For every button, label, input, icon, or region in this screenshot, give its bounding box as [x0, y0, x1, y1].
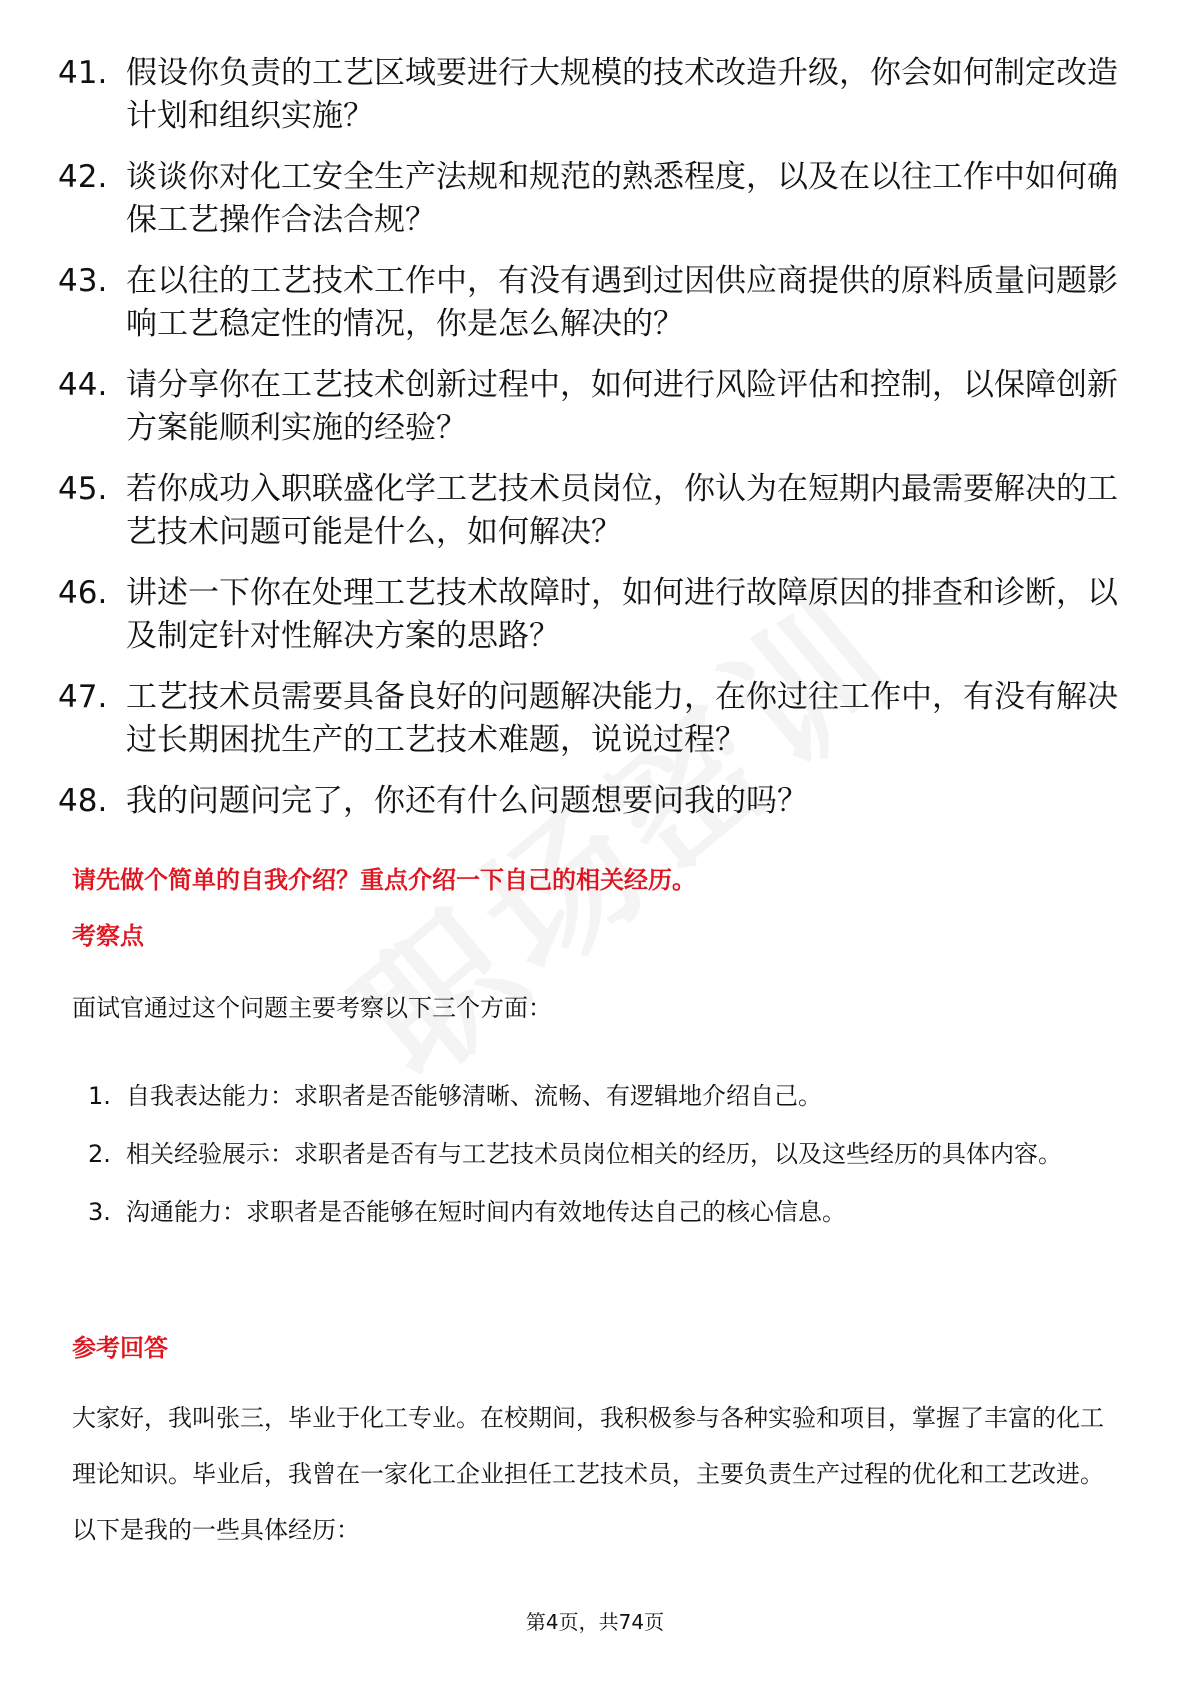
question-item [58, 676, 1118, 762]
question-text: 工艺技术员需要具备良好的问题解决能力，在你过往工作中，有没有解决过长期困扰生产的工艺技术难题，说说过程？ [126, 679, 1118, 758]
focus-point [88, 1126, 1120, 1182]
answer-text: 大家好，我叫张三，毕业于化工专业。在校期间，我积极参与各种实验和项目，掌握了丰富的化工理论知识。毕业后，我曾在一家化工企业担任工艺技术员，主要负责生产过程的优化和工艺改进。以下是我的一些具体经历： [72, 1404, 1104, 1544]
question-item [58, 780, 1118, 823]
focus-point [88, 1184, 1120, 1240]
question-text: 若你成功入职联盛化学工艺技术员岗位，你认为在短期内最需要解决的工艺技术问题可能是什么，如何解决？ [126, 471, 1118, 550]
question-list [58, 52, 1118, 841]
question-item [58, 468, 1118, 554]
question-heading: 请先做个简单的自我介绍？重点介绍一下自己的相关经历。 [72, 866, 696, 894]
question-number: 41. [58, 55, 108, 91]
page-footer: 第4页，共74页 [525, 1610, 665, 1634]
focus-point-text: 自我表达能力：求职者是否能够清晰、流畅、有逻辑地介绍自己。 [126, 1082, 822, 1110]
question-text: 假设你负责的工艺区域要进行大规模的技术改造升级，你会如何制定改造计划和组织实施？ [126, 55, 1118, 134]
focus-point-text: 相关经验展示：求职者是否有与工艺技术员岗位相关的经历，以及这些经历的具体内容。 [126, 1140, 1062, 1168]
question-item [58, 572, 1118, 658]
answer-heading: 参考回答 [72, 1334, 168, 1362]
focus-point-number: 3. [88, 1198, 111, 1226]
question-number: 43. [58, 263, 108, 299]
question-item [58, 156, 1118, 242]
focus-point-text: 沟通能力：求职者是否能够在短时间内有效地传达自己的核心信息。 [126, 1198, 846, 1226]
question-number: 48. [58, 783, 108, 819]
question-item [58, 364, 1118, 450]
question-number: 45. [58, 471, 108, 507]
question-item [58, 260, 1118, 346]
question-text: 谈谈你对化工安全生产法规和规范的熟悉程度，以及在以往工作中如何确保工艺操作合法合规？ [126, 159, 1118, 238]
question-number: 47. [58, 679, 108, 715]
question-number: 42. [58, 159, 108, 195]
focus-point-list [88, 1068, 1120, 1242]
question-number: 46. [58, 575, 108, 611]
focus-intro: 面试官通过这个问题主要考察以下三个方面： [72, 994, 552, 1022]
question-number: 44. [58, 367, 108, 403]
question-text: 在以往的工艺技术工作中，有没有遇到过因供应商提供的原料质量问题影响工艺稳定性的情况，你是怎么解决的？ [126, 263, 1118, 342]
question-item [58, 52, 1118, 138]
focus-point [88, 1068, 1120, 1124]
question-text: 我的问题问完了，你还有什么问题想要问我的吗？ [126, 783, 808, 819]
focus-point-number: 1. [88, 1082, 111, 1110]
focus-point-number: 2. [88, 1140, 111, 1168]
question-text: 请分享你在工艺技术创新过程中，如何进行风险评估和控制，以保障创新方案能顺利实施的经验？ [126, 367, 1118, 446]
question-text: 讲述一下你在处理工艺技术故障时，如何进行故障原因的排查和诊断，以及制定针对性解决方案的思路？ [126, 575, 1118, 654]
focus-heading: 考察点 [72, 922, 144, 950]
